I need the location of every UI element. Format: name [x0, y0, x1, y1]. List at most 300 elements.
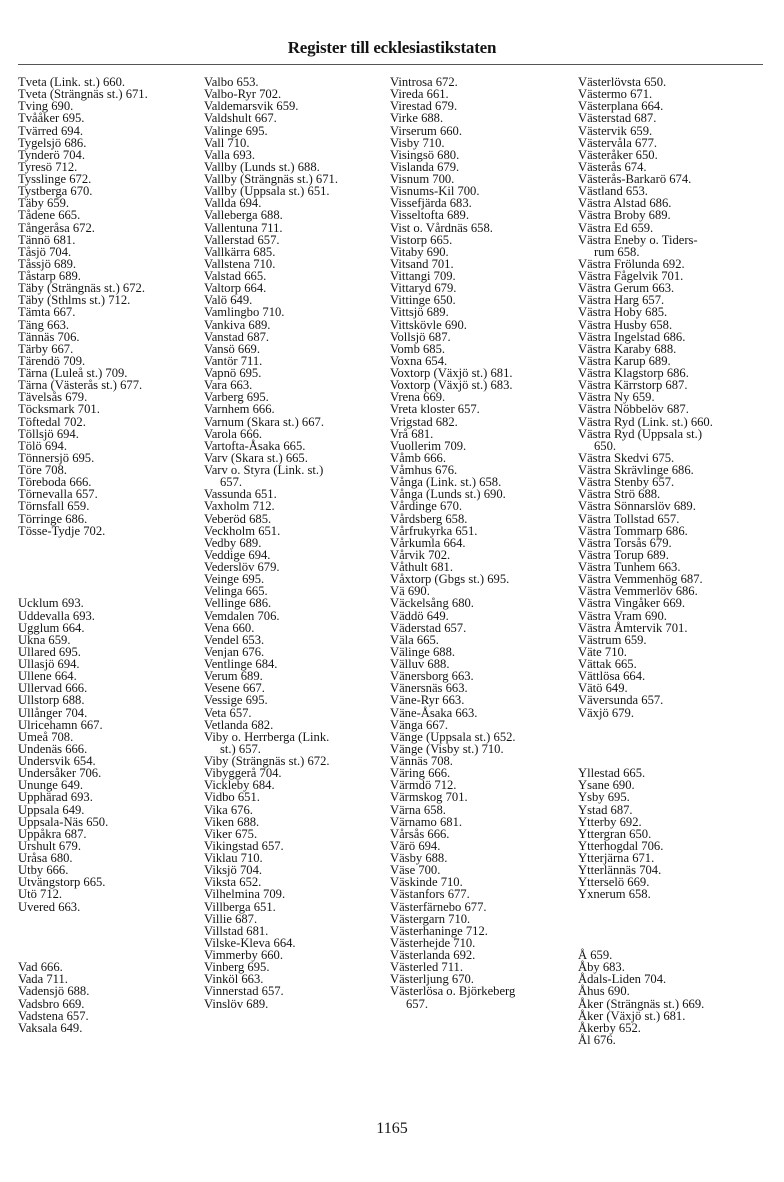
register-entry: Västra Tommarp 686. — [578, 523, 688, 538]
register-entry: Västra Vemmerlöv 686. — [578, 584, 698, 599]
register-entry: Töre 708. — [18, 463, 67, 477]
register-entry: Varnhem 666. — [204, 402, 275, 417]
register-entry: Tynderö 704. — [18, 147, 85, 162]
register-entry: rum 658. — [594, 244, 640, 259]
register-entry: Varnum (Skara st.) 667. — [204, 414, 324, 429]
register-entry: Viksta 652. — [204, 875, 262, 890]
register-entry: Tärna (Luleå st.) 709. — [18, 366, 128, 380]
register-entry: Villberga 651. — [204, 899, 276, 914]
register-entry: Töcksmark 701. — [18, 402, 100, 417]
register-entry: Åhus 690. — [578, 984, 630, 999]
register-entry: Västra Sönnarslöv 689. — [578, 499, 696, 514]
register-entry: Valtorp 664. — [204, 281, 267, 296]
register-entry: Väderstad 657. — [390, 620, 467, 635]
register-entry: Utvängstorp 665. — [18, 875, 106, 890]
register-entry: Vislanda 679. — [390, 159, 460, 174]
register-entry: Visby 710. — [390, 135, 445, 150]
register-entry: Västra Alstad 686. — [578, 196, 672, 211]
register-entry: Vimmerby 660. — [204, 948, 283, 962]
register-entry: Västra Tunhem 663. — [578, 560, 681, 574]
register-entry: Västra Harg 657. — [578, 293, 665, 308]
register-entry: Undenäs 666. — [18, 741, 88, 756]
register-entry: Vansö 669. — [204, 341, 260, 356]
register-entry: Vassunda 651. — [204, 487, 277, 502]
register-entry: Västerhejde 710. — [390, 935, 476, 950]
register-entry: Ventlinge 684. — [204, 657, 278, 671]
register-entry: Västerplana 664. — [578, 99, 664, 114]
register-entry: Vänersnäs 663. — [390, 681, 468, 696]
register-entry: Välluv 688. — [390, 657, 450, 671]
register-entry: Väne-Ryr 663. — [390, 693, 465, 708]
register-entry: Visnum 700. — [390, 172, 455, 186]
register-entry: Västerås 674. — [578, 159, 647, 174]
register-entry: Vallstena 710. — [204, 256, 276, 271]
register-entry: Vemdalen 706. — [204, 608, 280, 623]
register-entry: Västervik 659. — [578, 123, 653, 138]
index-column-1 — [18, 76, 204, 1034]
register-entry: Vilhelmina 709. — [204, 887, 286, 902]
register-entry: Vittaryd 679. — [390, 281, 457, 296]
register-entry: Ådals-Liden 704. — [578, 972, 667, 987]
register-entry: Vrigstad 682. — [390, 414, 458, 429]
register-entry: Tådene 665. — [18, 208, 81, 223]
register-entry: Vinslöv 689. — [204, 996, 269, 1011]
register-entry: Västervåla 677. — [578, 135, 658, 150]
register-entry: Velinga 665. — [204, 584, 268, 599]
register-entry: Uppsala 649. — [18, 802, 85, 817]
register-entry: Tölö 694. — [18, 438, 67, 453]
register-entry: Västra Ryd (Uppsala st.) — [578, 426, 703, 441]
register-entry: 650. — [594, 438, 617, 453]
register-entry: Tösse-Tydje 702. — [18, 523, 106, 538]
register-entry: Vissefjärda 683. — [390, 196, 472, 211]
register-entry: Voxna 654. — [390, 353, 448, 368]
register-entry: Vaksala 649. — [18, 1020, 83, 1035]
register-entry: Veddige 694. — [204, 547, 271, 562]
register-entry: Ullene 664. — [18, 669, 77, 684]
register-entry: Täby 659. — [18, 196, 70, 211]
register-entry: Västra Ingelstad 686. — [578, 329, 686, 344]
register-entry: Valbo-Ryr 702. — [204, 87, 282, 102]
register-entry: Töllsjö 694. — [18, 426, 79, 441]
spacer — [578, 901, 764, 913]
register-entry: Vallkärra 685. — [204, 244, 276, 259]
register-entry: Villstad 681. — [204, 923, 269, 938]
register-entry: Ål 676. — [578, 1032, 616, 1047]
register-entry: Tämta 667. — [18, 305, 76, 320]
register-entry: Västra Nöbbelöv 687. — [578, 402, 689, 417]
register-entry: Vuollerim 709. — [390, 438, 467, 453]
register-entry: Vitaby 690. — [390, 244, 449, 259]
register-entry: Västanfors 677. — [390, 887, 470, 902]
register-entry: Västerlösa o. Björkeberg — [390, 984, 516, 999]
register-entry: Tvååker 695. — [18, 111, 85, 126]
register-entry: Virke 688. — [390, 111, 444, 126]
register-entry: Vireda 661. — [390, 87, 449, 102]
register-entry: Västeråker 650. — [578, 147, 658, 162]
register-entry: Umeå 708. — [18, 729, 74, 744]
register-entry: Värna 658. — [390, 802, 446, 817]
register-entry: Västra Vemmenhög 687. — [578, 572, 703, 587]
register-entry: Värö 694. — [390, 838, 441, 853]
register-entry: Vänga 667. — [390, 717, 449, 732]
register-entry: Å 659. — [578, 948, 613, 962]
register-entry: Åker (Strängnäs st.) 669. — [578, 996, 705, 1011]
index-column-2 — [204, 76, 390, 1010]
register-entry: Vadensjö 688. — [18, 984, 90, 999]
spacer — [18, 549, 204, 561]
index-column-4 — [578, 76, 764, 1046]
register-entry: Täng 663. — [18, 317, 70, 332]
register-entry: Vibyggerå 704. — [204, 766, 282, 781]
register-entry: Ysby 695. — [578, 790, 630, 805]
register-entry: Tåstarp 689. — [18, 269, 81, 283]
register-entry: Tyresö 712. — [18, 159, 78, 174]
register-entry: Vintrosa 672. — [390, 75, 458, 89]
register-entry: Vä 690. — [390, 584, 430, 599]
register-entry: Väne-Åsaka 663. — [390, 705, 478, 720]
register-entry: Vättak 665. — [578, 657, 637, 671]
register-entry: Västra Kärrstorp 687. — [578, 378, 688, 393]
register-entry: Valdemarsvik 659. — [204, 99, 299, 114]
register-entry: Tygelsjö 686. — [18, 135, 87, 150]
register-entry: Vänersborg 663. — [390, 669, 474, 684]
register-entry: Vamlingbo 710. — [204, 305, 285, 320]
register-entry: Veta 657. — [204, 705, 252, 720]
register-entry: Vilske-Kleva 664. — [204, 935, 296, 950]
register-entry: Visnums-Kil 700. — [390, 184, 480, 199]
register-entry: Valleberga 688. — [204, 208, 283, 223]
register-entry: Undersvik 654. — [18, 754, 96, 768]
spacer — [578, 743, 764, 755]
register-entry: Vitsand 701. — [390, 256, 454, 271]
register-entry: Tärendö 709. — [18, 353, 86, 368]
register-entry: Vistorp 665. — [390, 232, 453, 247]
register-entry: Vara 663. — [204, 378, 253, 393]
register-entry: Västerås-Barkarö 674. — [578, 172, 692, 186]
register-entry: Vallby (Lunds st.) 688. — [204, 159, 320, 174]
register-entry: Urshult 679. — [18, 838, 81, 853]
register-entry: Vaxholm 712. — [204, 499, 275, 514]
spacer — [18, 937, 204, 949]
register-entry: Yllestad 665. — [578, 766, 646, 781]
register-entry: Tåsjö 704. — [18, 244, 72, 259]
register-entry: Västra Torsås 679. — [578, 535, 672, 550]
register-entry: Ullstorp 688. — [18, 693, 85, 708]
register-entry: Valbo 653. — [204, 75, 259, 89]
register-entry: Vårsås 666. — [390, 826, 450, 841]
register-entry: Ulricehamn 667. — [18, 717, 103, 732]
register-entry: Törnevalla 657. — [18, 487, 98, 502]
register-entry: Ytterlännäs 704. — [578, 863, 662, 878]
register-entry: Västra Broby 689. — [578, 208, 671, 223]
register-entry: Valinge 695. — [204, 123, 268, 138]
register-entry: Vellinge 686. — [204, 596, 272, 611]
register-entry: Vittangi 709. — [390, 269, 456, 283]
register-entry: Vänge (Visby st.) 710. — [390, 741, 504, 756]
register-entry: Varv (Skara st.) 665. — [204, 450, 308, 465]
register-entry: Västra Strö 688. — [578, 487, 661, 502]
register-entry: Vada 711. — [18, 972, 68, 987]
register-entry: Vallby (Strängnäs st.) 671. — [204, 172, 338, 186]
register-entry: Uppsala-Näs 650. — [18, 814, 109, 829]
register-entry: Vallentuna 711. — [204, 220, 283, 235]
page-title: Register till ecklesiastikstaten — [287, 38, 497, 57]
spacer — [18, 925, 204, 937]
register-entry: Tåssjö 689. — [18, 256, 77, 271]
register-entry: Vinköl 663. — [204, 972, 264, 987]
register-entry: Våthult 681. — [390, 560, 453, 574]
register-entry: st.) 657. — [220, 741, 261, 756]
register-entry: Vendel 653. — [204, 632, 265, 647]
register-entry: Valla 693. — [204, 147, 256, 162]
register-entry: Västra Eneby o. Tiders- — [578, 232, 698, 247]
spacer — [578, 719, 764, 731]
register-entry: Viken 688. — [204, 814, 260, 829]
register-entry: Västra Skedvi 675. — [578, 450, 675, 465]
register-entry: Västra Torup 689. — [578, 547, 669, 562]
register-entry: Väte 710. — [578, 644, 627, 659]
register-entry: Västra Ryd (Link. st.) 660. — [578, 414, 713, 429]
register-entry: Varv o. Styra (Link. st.) — [204, 463, 324, 477]
register-entry: Vickleby 684. — [204, 778, 275, 793]
register-entry: Valö 649. — [204, 293, 253, 308]
register-entry: Våmhus 676. — [390, 463, 458, 477]
register-entry: Uddevalla 693. — [18, 608, 95, 623]
register-entry: Vedby 689. — [204, 535, 262, 550]
register-entry: Tännö 681. — [18, 232, 76, 247]
register-entry: Varberg 695. — [204, 390, 269, 405]
register-entry: Virserum 660. — [390, 123, 462, 138]
register-entry: Viklau 710. — [204, 851, 263, 865]
register-entry: Ystad 687. — [578, 802, 633, 817]
register-entry: Valdshult 667. — [204, 111, 277, 126]
index-column-3 — [390, 76, 576, 1010]
register-entry: Västra Hoby 685. — [578, 305, 668, 320]
register-entry: Visseltofta 689. — [390, 208, 469, 223]
spacer — [578, 731, 764, 743]
register-entry: Väsby 688. — [390, 851, 448, 865]
register-entry: Ullasjö 694. — [18, 657, 80, 671]
register-entry: Åker (Växjö st.) 681. — [578, 1008, 686, 1023]
register-entry: Viksjö 704. — [204, 863, 263, 878]
register-entry: Yxnerum 658. — [578, 887, 651, 902]
register-entry: Västra Tollstad 657. — [578, 511, 680, 526]
register-entry: Ullånger 704. — [18, 705, 88, 720]
register-entry: Törringe 686. — [18, 511, 88, 526]
register-entry: Våmb 666. — [390, 450, 446, 465]
register-entry: Vallda 694. — [204, 196, 262, 211]
register-entry: Åkerby 652. — [578, 1020, 641, 1035]
register-entry: Vankiva 689. — [204, 317, 271, 332]
register-entry: Varola 666. — [204, 426, 263, 441]
register-entry: Vikingstad 657. — [204, 838, 284, 853]
register-entry: Ucklum 693. — [18, 596, 84, 611]
register-entry: Ullervad 666. — [18, 681, 88, 696]
register-entry: Vad 666. — [18, 960, 63, 975]
register-entry: Väddö 649. — [390, 608, 449, 623]
register-entry: Värmskog 701. — [390, 790, 468, 805]
register-entry: Vessige 695. — [204, 693, 268, 708]
register-entry: Vadsbro 669. — [18, 996, 85, 1011]
register-entry: Ytterhogdal 706. — [578, 838, 664, 853]
register-entry: Tveta (Link. st.) 660. — [18, 75, 126, 89]
register-entry: Veberöd 685. — [204, 511, 272, 526]
register-entry: Västrum 659. — [578, 632, 647, 647]
register-entry: Västra Husby 658. — [578, 317, 673, 332]
register-entry: Voxtorp (Växjö st.) 683. — [390, 378, 513, 393]
register-entry: Västra Gerum 663. — [578, 281, 675, 296]
register-entry: Vrena 669. — [390, 390, 446, 405]
register-entry: Vittinge 650. — [390, 293, 456, 308]
register-entry: Vårfrukyrka 651. — [390, 523, 478, 538]
register-entry: Vapnö 695. — [204, 366, 262, 380]
register-entry: Väla 665. — [390, 632, 439, 647]
register-entry: Vollsjö 687. — [390, 329, 451, 344]
register-entry: Upphärad 693. — [18, 790, 93, 805]
register-entry: Täby (Sthlms st.) 712. — [18, 293, 131, 308]
register-entry: Värmdö 712. — [390, 778, 457, 793]
register-entry: Voxtorp (Växjö st.) 681. — [390, 366, 513, 380]
register-entry: 657. — [220, 475, 243, 490]
header-rule — [18, 64, 763, 65]
spacer — [578, 925, 764, 937]
register-entry: Töftedal 702. — [18, 414, 86, 429]
register-entry: 657. — [406, 996, 429, 1011]
register-entry: Viby (Strängnäs st.) 672. — [204, 754, 330, 768]
register-entry: Väse 700. — [390, 863, 441, 878]
register-entry: Tävelsås 679. — [18, 390, 88, 405]
register-entry: Västra Skrävlinge 686. — [578, 463, 694, 477]
spacer — [18, 537, 204, 549]
register-entry: Vårdinge 670. — [390, 499, 463, 514]
register-entry: Uråsa 680. — [18, 851, 73, 865]
page-number: 1165 — [376, 1120, 408, 1137]
register-entry: Utby 666. — [18, 863, 69, 878]
register-entry: Våxtorp (Gbgs st.) 695. — [390, 572, 510, 587]
register-entry: Västra Ny 659. — [578, 390, 655, 405]
register-entry: Västerlövsta 650. — [578, 75, 667, 89]
register-entry: Vrå 681. — [390, 426, 434, 441]
register-entry: Vidbo 651. — [204, 790, 260, 805]
register-entry: Undersåker 706. — [18, 766, 102, 781]
register-entry: Vantör 711. — [204, 353, 263, 368]
register-entry: Vallby (Uppsala st.) 651. — [204, 184, 330, 199]
register-entry: Vätö 649. — [578, 681, 628, 696]
register-entry: Västra Vingåker 669. — [578, 596, 686, 611]
register-entry: Vartofta-Åsaka 665. — [204, 438, 306, 453]
register-entry: Vall 710. — [204, 135, 250, 150]
register-entry: Vinnerstad 657. — [204, 984, 284, 999]
register-entry: Ugglum 664. — [18, 620, 85, 635]
register-entry: Visingsö 680. — [390, 147, 460, 162]
register-entry: Värnamo 681. — [390, 814, 463, 829]
register-entry: Täby (Strängnäs st.) 672. — [18, 281, 145, 296]
register-entry: Tärna (Västerås st.) 677. — [18, 378, 143, 393]
register-entry: Vomb 685. — [390, 341, 446, 356]
register-entry: Ytterselö 669. — [578, 875, 650, 890]
register-entry: Tärby 667. — [18, 341, 74, 356]
register-entry: Ytterjärna 671. — [578, 851, 655, 865]
spacer — [18, 913, 204, 925]
register-entry: Västerstad 687. — [578, 111, 657, 126]
register-entry: Vånga (Link. st.) 658. — [390, 475, 502, 490]
register-entry: Vadstena 657. — [18, 1008, 89, 1023]
register-entry: Tysslinge 672. — [18, 172, 92, 186]
register-entry: Vånga (Lunds st.) 690. — [390, 487, 506, 502]
register-entry: Västra Fågelvik 701. — [578, 269, 684, 283]
spacer — [18, 561, 204, 573]
register-entry: Valstad 665. — [204, 269, 267, 283]
register-entry: Västerhaninge 712. — [390, 923, 488, 938]
register-entry: Viker 675. — [204, 826, 258, 841]
register-entry: Vänge (Uppsala st.) 652. — [390, 729, 516, 744]
register-entry: Åby 683. — [578, 960, 625, 975]
spacer — [578, 913, 764, 925]
register-entry: Vallerstad 657. — [204, 232, 280, 247]
register-entry: Västerljung 670. — [390, 972, 474, 987]
register-entry: Tvärred 694. — [18, 123, 84, 138]
register-entry: Veinge 695. — [204, 572, 265, 587]
register-entry: Västra Vram 690. — [578, 608, 667, 623]
register-entry: Väring 666. — [390, 766, 451, 781]
register-entry: Växjö 679. — [578, 705, 634, 720]
register-entry: Vena 660. — [204, 620, 255, 635]
register-entry: Villie 687. — [204, 911, 258, 926]
register-entry: Västra Stenby 657. — [578, 475, 675, 490]
register-entry: Västra Klagstorp 686. — [578, 366, 689, 380]
register-entry: Västra Karaby 688. — [578, 341, 677, 356]
register-entry: Välinge 688. — [390, 644, 456, 659]
register-entry: Tystberga 670. — [18, 184, 93, 199]
register-entry: Vårdsberg 658. — [390, 511, 468, 526]
register-entry: Ukna 659. — [18, 632, 71, 647]
register-entry: Veckholm 651. — [204, 523, 281, 538]
register-entry: Viby o. Herrberga (Link. — [204, 729, 330, 744]
register-entry: Väskinde 710. — [390, 875, 463, 890]
register-entry: Väversunda 657. — [578, 693, 664, 708]
register-entry: Västra Karup 689. — [578, 353, 671, 368]
register-entry: Västra Frölunda 692. — [578, 256, 685, 271]
register-entry: Vittsjö 689. — [390, 305, 449, 320]
register-entry: Tving 690. — [18, 99, 74, 114]
register-entry: Töreboda 666. — [18, 475, 92, 490]
register-entry: Virestad 679. — [390, 99, 458, 114]
register-entry: Västra Ed 659. — [578, 220, 654, 235]
register-entry: Västra Åmtervik 701. — [578, 620, 688, 635]
register-entry: Ununge 649. — [18, 778, 84, 793]
register-entry: Vårkumla 664. — [390, 535, 466, 550]
register-entry: Vittskövle 690. — [390, 317, 467, 332]
register-entry: Västerled 711. — [390, 960, 463, 975]
register-entry: Vårvik 702. — [390, 547, 451, 562]
register-entry: Uvered 663. — [18, 899, 81, 914]
register-entry: Västergarn 710. — [390, 911, 471, 926]
register-entry: Västerfärnebo 677. — [390, 899, 487, 914]
register-entry: Väckelsång 680. — [390, 596, 474, 611]
register-entry: Uppåkra 687. — [18, 826, 87, 841]
register-entry: Vännäs 708. — [390, 754, 453, 768]
register-entry: Västermo 671. — [578, 87, 653, 102]
register-entry: Vinberg 695. — [204, 960, 270, 975]
register-entry: Vesene 667. — [204, 681, 265, 696]
register-entry: Vättlösa 664. — [578, 669, 646, 684]
register-entry: Vreta kloster 657. — [390, 402, 480, 417]
register-entry: Ytterby 692. — [578, 814, 642, 829]
register-entry: Yttergran 650. — [578, 826, 652, 841]
register-entry: Västerlanda 692. — [390, 948, 476, 962]
register-entry: Ysane 690. — [578, 778, 635, 793]
